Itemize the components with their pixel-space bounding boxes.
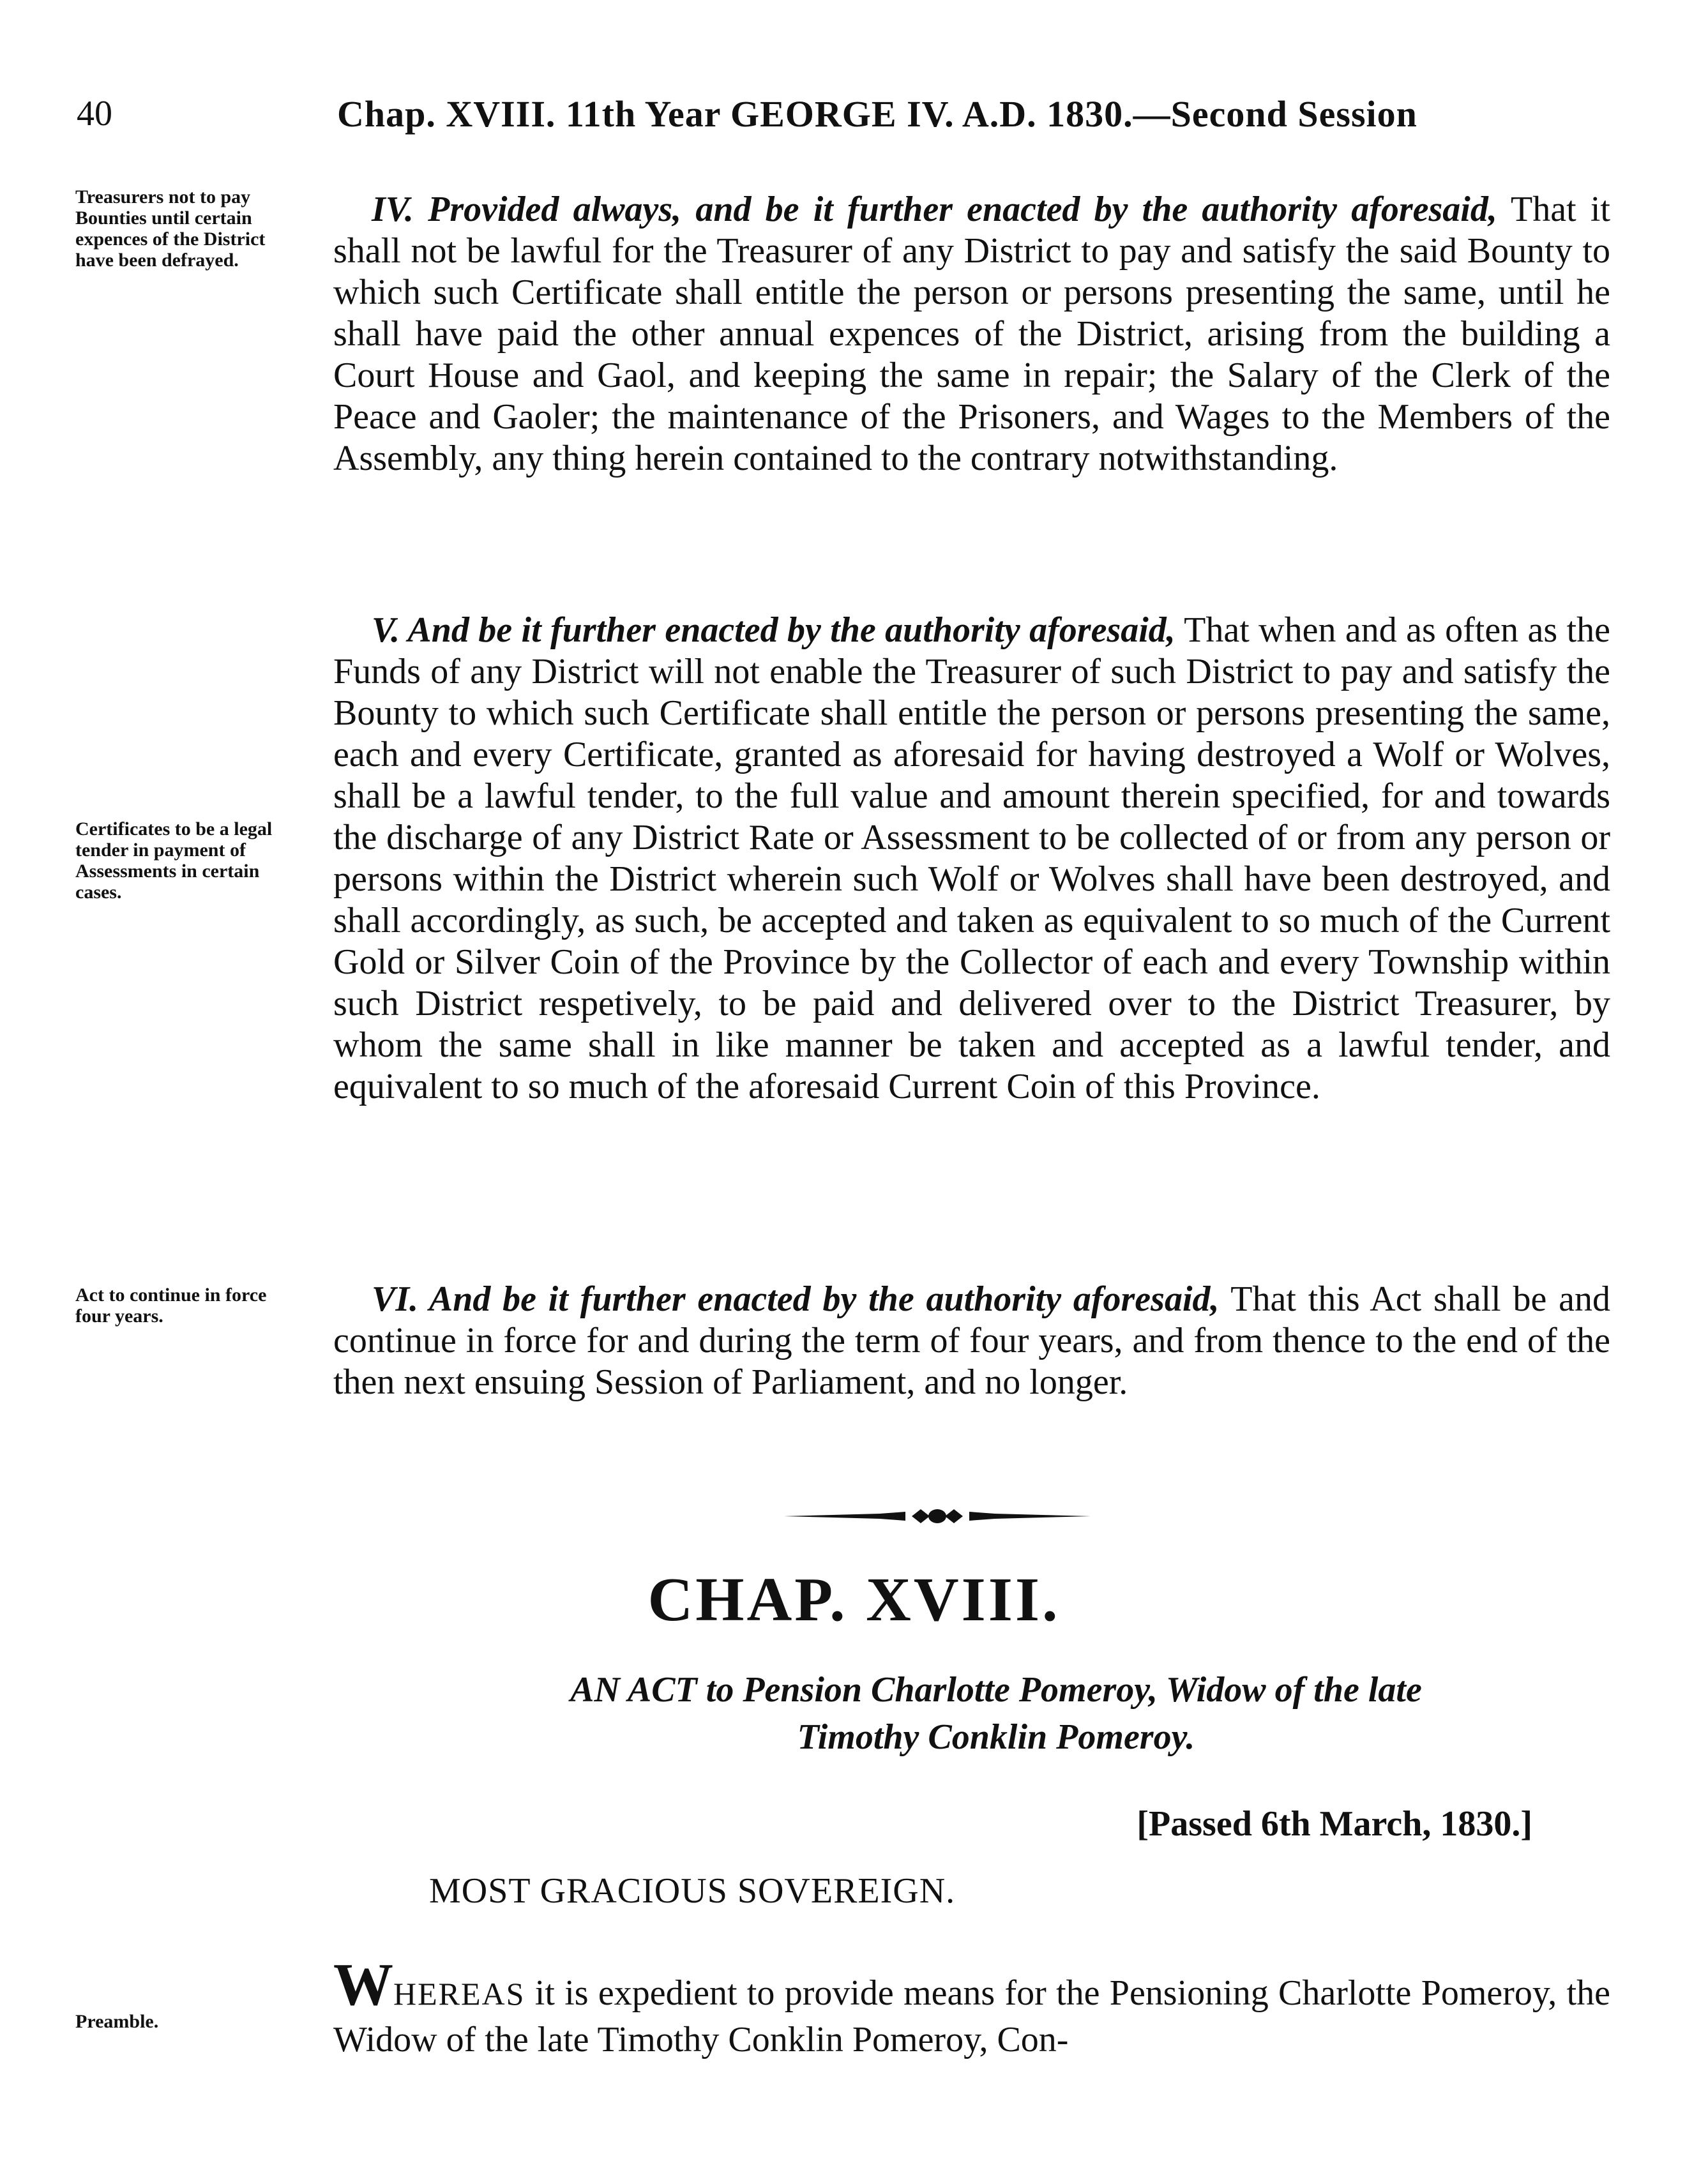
page-number: 40: [77, 94, 112, 133]
margin-note-preamble: Preamble.: [75, 2011, 159, 2032]
act-title: [358, 1666, 1635, 1761]
chapter-title: CHAP. XVIII.: [647, 1565, 1061, 1634]
section-v: [333, 610, 1610, 1108]
salutation: MOST GRACIOUS SOVEREIGN.: [429, 1871, 956, 1911]
section-v-lead: V. And be it further enacted by the authority aforesaid,: [372, 610, 1175, 650]
margin-note-treasurers: Treasurers not to pay Bounties until certain expences of the District have been defrayed.: [75, 186, 266, 271]
preamble-dropcap: W: [333, 1952, 393, 2018]
act-title-line-2: Timothy Conklin Pomeroy.: [797, 1717, 1195, 1757]
section-iv-lead: IV. Provided always, and be it further enacted by the authority aforesaid,: [372, 190, 1497, 229]
preamble-whereas: HEREAS: [393, 1976, 525, 2012]
section-vi: [333, 1279, 1610, 1403]
section-v-text: That when and as often as the Funds of any District will not enable the Treasurer of such District to pay and satisfy the Bounty to which such Certificate shall entitle the person or persons presenting the same, each and every Certificate, granted as aforesaid for having destroyed a Wolf or Wolves, shall be a lawful tender, to the full value and amount therein specified, for and towards the discharge of any District Rate or Assessment to be collected of or from any person or persons within the District wherein such Wolf or Wolves shall have been destroyed, and shall accordingly, as such, be accepted and taken as equivalent to so much of the Current Gold or Silver Coin of the Province by the Collector of each and every Township within such District respetively, to be paid and delivered over to the District Treasurer, by whom the same shall in like manner be taken and accepted as a lawful tender, and equivalent to so much of the aforesaid Current Coin of this Province.: [333, 610, 1610, 1106]
margin-note-certificates: Certificates to be a legal tender in payment of Assessments in certain cases.: [75, 818, 273, 903]
running-head: Chap. XVIII. 11th Year GEORGE IV. A.D. 1830.—Second Session: [337, 93, 1417, 135]
section-vi-lead: VI. And be it further enacted by the authority aforesaid,: [372, 1279, 1220, 1319]
act-title-line-1: AN ACT to Pension Charlotte Pomeroy, Widow of the late: [570, 1670, 1422, 1710]
margin-note-duration: Act to continue in force four years.: [75, 1284, 267, 1327]
ornament-divider-icon: [784, 1505, 1091, 1527]
section-iv: [333, 189, 1610, 479]
section-iv-text: That it shall not be lawful for the Treasurer of any District to pay and satisfy the said Bounty to which such Certificate shall entitle the person or persons presenting the same, until he shall have paid the other annual expences of the District, arising from the building a Court House and Gaol, and keeping the same in repair; the Salary of the Clerk of the Peace and Gaoler; the maintenance of the Prisoners, and Wages to the Members of the Assembly, any thing herein contained to the contrary notwithstanding.: [333, 190, 1610, 478]
preamble-text: it is expedient to provide means for the Pensioning Charlotte Pomeroy, the Widow of the late Timothy Conklin Pomeroy, Con-: [333, 1973, 1610, 2059]
preamble: [333, 1952, 1610, 2063]
section-vi-text: That this Act shall be and continue in force for and during the term of four years, and from thence to the end of the then next ensuing Session of Parliament, and no longer.: [333, 1279, 1611, 1402]
passed-date: [Passed 6th March, 1830.]: [1137, 1804, 1532, 1844]
